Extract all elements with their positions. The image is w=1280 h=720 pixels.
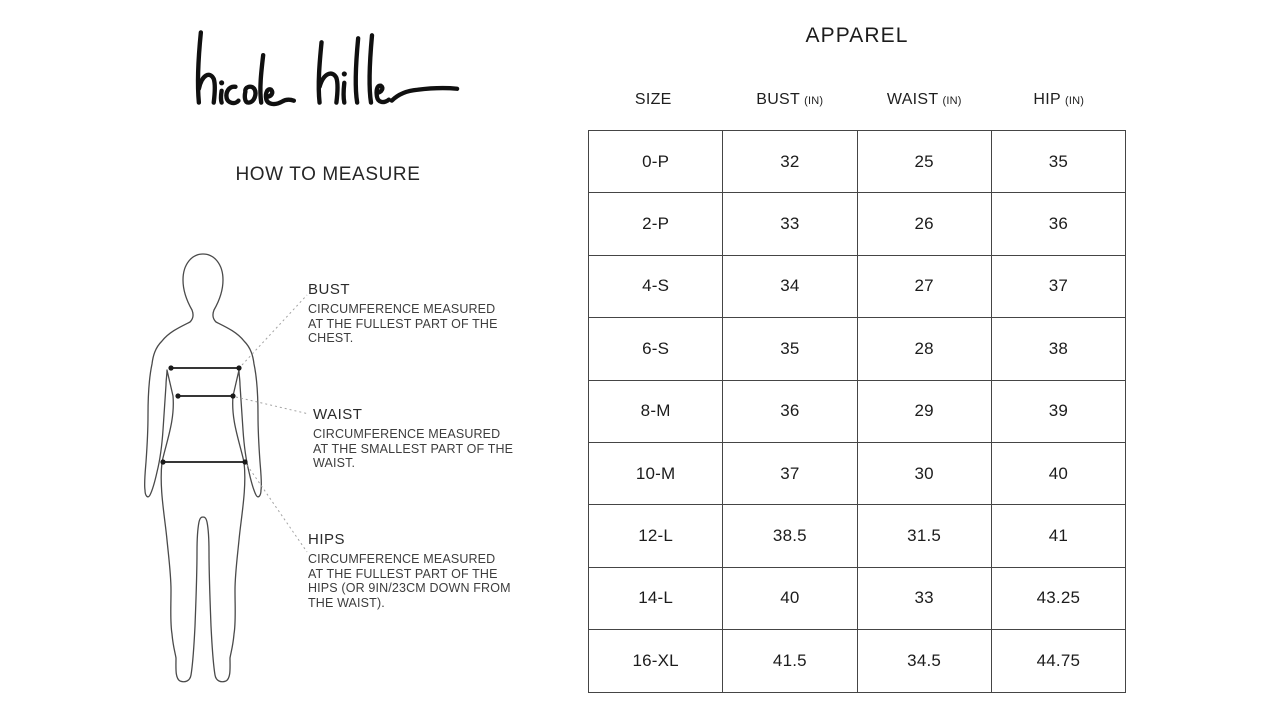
bust-cell: 34 xyxy=(723,255,857,317)
bust-cell: 35 xyxy=(723,318,857,380)
annotation-line: CHEST. xyxy=(308,331,354,346)
waist-cell: 34.5 xyxy=(857,630,991,692)
hip-cell: 37 xyxy=(991,255,1125,317)
bust-cell: 41.5 xyxy=(723,630,857,692)
unit-label: (IN) xyxy=(1064,95,1085,107)
annotation-line: AT THE FULLEST PART OF THE xyxy=(308,316,498,331)
bust-cell: 37 xyxy=(723,442,857,504)
body-outline xyxy=(145,254,262,682)
size-cell: 10-M xyxy=(589,442,723,504)
size-table-header-row xyxy=(588,91,1126,109)
annotation-label: HIPS xyxy=(308,531,346,548)
bust-cell: 36 xyxy=(723,380,857,442)
hip-cell: 39 xyxy=(991,380,1125,442)
waist-cell: 33 xyxy=(857,567,991,629)
waist-cell: 26 xyxy=(857,193,991,255)
waist-measure-line xyxy=(175,393,235,398)
table-row xyxy=(589,131,1126,193)
annotation-line: CIRCUMFERENCE MEASURED xyxy=(308,302,496,316)
hip-cell: 41 xyxy=(991,505,1125,567)
bust-cell: 33 xyxy=(723,193,857,255)
hip-cell: 44.75 xyxy=(991,630,1125,692)
measurement-annotation-bust xyxy=(308,281,543,346)
waist-cell: 27 xyxy=(857,255,991,317)
size-table xyxy=(588,130,1126,693)
measurement-annotation-waist xyxy=(313,406,548,471)
how-to-measure-title: HOW TO MEASURE xyxy=(235,164,421,185)
hip-cell: 43.25 xyxy=(991,567,1125,629)
annotation-line: HIPS (OR 9IN/23CM DOWN FROM xyxy=(308,581,511,596)
hips-leader-line xyxy=(247,465,307,552)
table-row xyxy=(589,630,1126,692)
bust-measure-line xyxy=(168,365,241,370)
hip-cell: 40 xyxy=(991,442,1125,504)
hip-cell: 36 xyxy=(991,193,1125,255)
annotation-line: WAIST. xyxy=(313,456,356,471)
unit-label: (IN) xyxy=(942,95,962,107)
size-cell: 16-XL xyxy=(589,630,723,692)
size-cell: 2-P xyxy=(589,193,723,255)
waist-cell: 31.5 xyxy=(857,505,991,567)
nicole-miller-logo xyxy=(188,26,465,108)
apparel-title: APPAREL xyxy=(805,24,909,47)
waist-cell: 29 xyxy=(857,380,991,442)
waist-cell: 30 xyxy=(857,442,991,504)
annotation-line: CIRCUMFERENCE MEASURED xyxy=(313,427,501,441)
size-cell: 0-P xyxy=(589,131,723,193)
table-row xyxy=(589,255,1126,317)
annotation-label: WAIST xyxy=(313,406,363,423)
size-cell: 14-L xyxy=(589,567,723,629)
size-cell: 6-S xyxy=(589,318,723,380)
annotation-line: AT THE SMALLEST PART OF THE xyxy=(313,441,514,456)
table-row xyxy=(589,567,1126,629)
measurement-annotation-hips xyxy=(308,531,543,610)
size-cell: 12-L xyxy=(589,505,723,567)
column-header-hip: HIP (IN) xyxy=(1033,91,1085,108)
bust-cell: 32 xyxy=(723,131,857,193)
waist-cell: 25 xyxy=(857,131,991,193)
annotation-line: CIRCUMFERENCE MEASURED xyxy=(308,552,496,566)
hip-cell: 38 xyxy=(991,318,1125,380)
size-cell: 4-S xyxy=(589,255,723,317)
table-row xyxy=(589,380,1126,442)
column-header-size: SIZE xyxy=(634,91,672,108)
column-header-waist: WAIST (IN) xyxy=(886,91,962,108)
bust-cell: 38.5 xyxy=(723,505,857,567)
table-row xyxy=(589,442,1126,504)
table-row xyxy=(589,318,1126,380)
annotation-label: BUST xyxy=(308,281,351,298)
bust-cell: 40 xyxy=(723,567,857,629)
table-row xyxy=(589,193,1126,255)
hip-cell: 35 xyxy=(991,131,1125,193)
hip-measure-line xyxy=(160,459,247,464)
column-header-bust: BUST (IN) xyxy=(756,91,824,108)
unit-label: (IN) xyxy=(804,95,824,107)
size-cell: 8-M xyxy=(589,380,723,442)
annotation-line: AT THE FULLEST PART OF THE xyxy=(308,566,498,581)
annotation-line: THE WAIST). xyxy=(308,595,385,610)
waist-leader-line xyxy=(236,397,309,414)
table-row xyxy=(589,505,1126,567)
female-figure-diagram xyxy=(135,250,320,695)
waist-cell: 28 xyxy=(857,318,991,380)
